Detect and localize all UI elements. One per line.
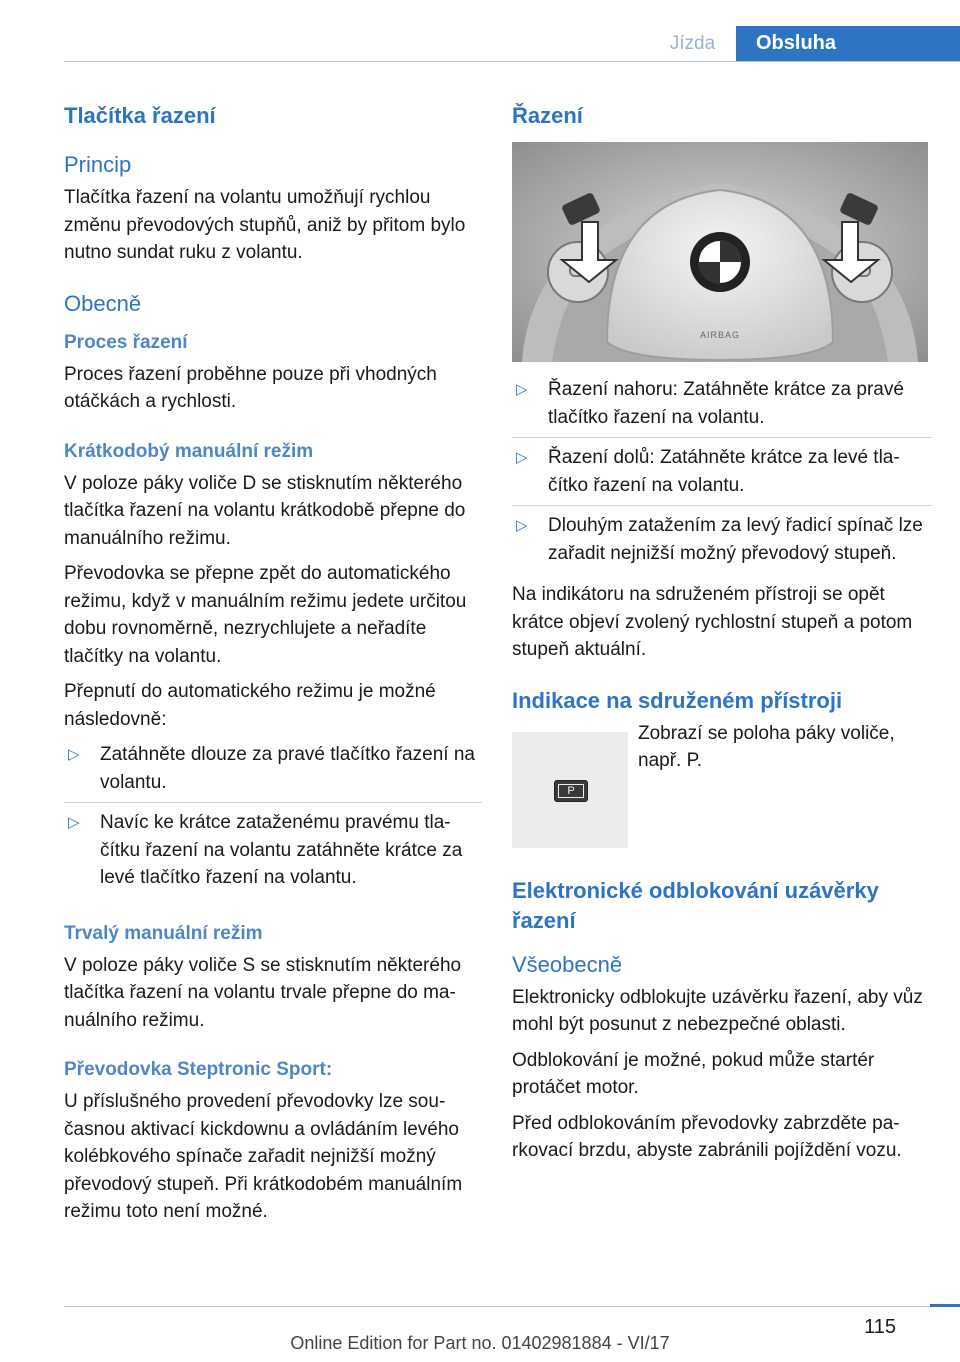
heading-princip: Princip [64,152,132,177]
header-divider [64,61,960,62]
trvaly-text: V poloze páky voliče S se stisknutím některého tlačítka řazení na volantu trvale přepne do manuálního režimu. [64,954,462,1031]
bmw-logo [690,232,750,292]
proces-text: Proces řazení proběhne pouze při vhodných otáčkách a rychlosti. [64,363,437,412]
list-item: ▷ Dlouhým zatažením za levý řadicí spínač lze zařadit nejnižší možný převodový stupeň. [512,512,932,573]
section-title-shift-buttons: Tlačítka řazení [64,103,216,128]
edition-footer: Online Edition for Part no. 01402981884 - VI/17 [290,1333,670,1353]
vseobecne-paragraph-3: Před odblokováním převodovky zabrzděte parkovací brzdu, abyste zabránili pojíždění vozu. [512,1112,902,1161]
heading-obecne: Obecně [64,290,142,316]
page-number: 115 [864,1316,896,1338]
list-item: ▷ Řazení dolů: Zatáhněte krátce za levé tlačítko řazení na volantu. [512,444,932,506]
heading-steptronic-sport: Převodovka Steptronic Sport: [64,1059,333,1080]
kratko-bullet-list [64,741,482,898]
heading-elektronicke-odblokovani: Elektronické odblokování uzávěrky řazení [512,877,879,933]
airbag-label: AIRBAG [699,330,741,340]
gear-p-icon: P [554,780,588,802]
heading-kratkodoby: Krátkodobý manuální režim [64,440,314,462]
steering-wheel-image [512,142,928,362]
kratko-paragraph-2: Převodovka se přepne zpět do automatického režimu, když v manuálním režimu jedete určitou dobu rovnoměrně, nezrychlujete a neřadíte tlačítky na volantu. [64,563,467,667]
heading-vseobecne: Všeobecně [512,951,623,977]
indicator-row [512,720,932,848]
list-item: ▷ Zatáhněte dlouze za pravé tlačítko řazení na volantu. [64,741,482,803]
triangle-icon: ▷ [516,449,528,466]
section-title-razeni: Řazení [512,103,583,128]
triangle-icon: ▷ [516,381,528,398]
triangle-icon: ▷ [68,746,80,763]
indikace-text: Zobrazí se poloha páky voliče, např. P. [638,722,895,771]
triangle-icon: ▷ [68,814,80,831]
right-column [512,100,932,1173]
footer-divider [64,1306,960,1307]
left-column [64,100,482,1234]
list-item: ▷ Řazení nahoru: Zatáhněte krátce za pravé tlačítko řazení na volantu. [512,376,932,438]
footer-accent [930,1304,960,1307]
tab-jizda[interactable]: Jízda [669,33,716,54]
indicator-image [512,732,628,848]
princip-text: Tlačítka řazení na volantu umožňují rychlou změnu převodových stupňů, aniž by přitom bylo nutno sundat ruku z volantu. [64,187,466,263]
heading-trvaly: Trvalý manuální režim [64,922,263,944]
heading-proces: Proces řazení [64,331,188,353]
indicator-info-text: Na indikátoru na sdruženém přístroji se opět krátce objeví zvolený rychlostní stupeň a potom stupeň aktuální. [512,584,913,660]
vseobecne-paragraph-2: Odblokování je možné, pokud může startér protáčet motor. [512,1049,875,1098]
kratko-paragraph-1: V poloze páky voliče D se stisknutím některého tlačítka řazení na volantu krátkodobě přepne do manuálního režimu. [64,472,466,549]
heading-indikace: Indikace na sdruženém přístroji [512,687,843,713]
sport-text: U příslušného provedení převodovky lze současnou aktivací kickdownu a ovládáním levého kolébkového spínače zařadit nejnižší možný převodový stupeň. Při krátkodobém manuálním režimu toto není možné. [64,1091,463,1222]
vseobecne-paragraph-1: Elektronicky odblokujte uzávěrku řazení, aby vůz mohl být posunut z nebezpečné oblasti. [512,986,923,1035]
triangle-icon: ▷ [516,517,528,534]
kratko-paragraph-3: Přepnutí do automatického režimu je možné následovně: [64,681,436,730]
tab-obsluha[interactable]: Obsluha [736,26,960,62]
razeni-bullet-list [512,376,932,573]
list-item: ▷ Navíc ke krátce zataženému pravému tlačítku řazení na volantu zatáhněte krátce za levé tlačítko řazení na volantu. [64,809,482,898]
